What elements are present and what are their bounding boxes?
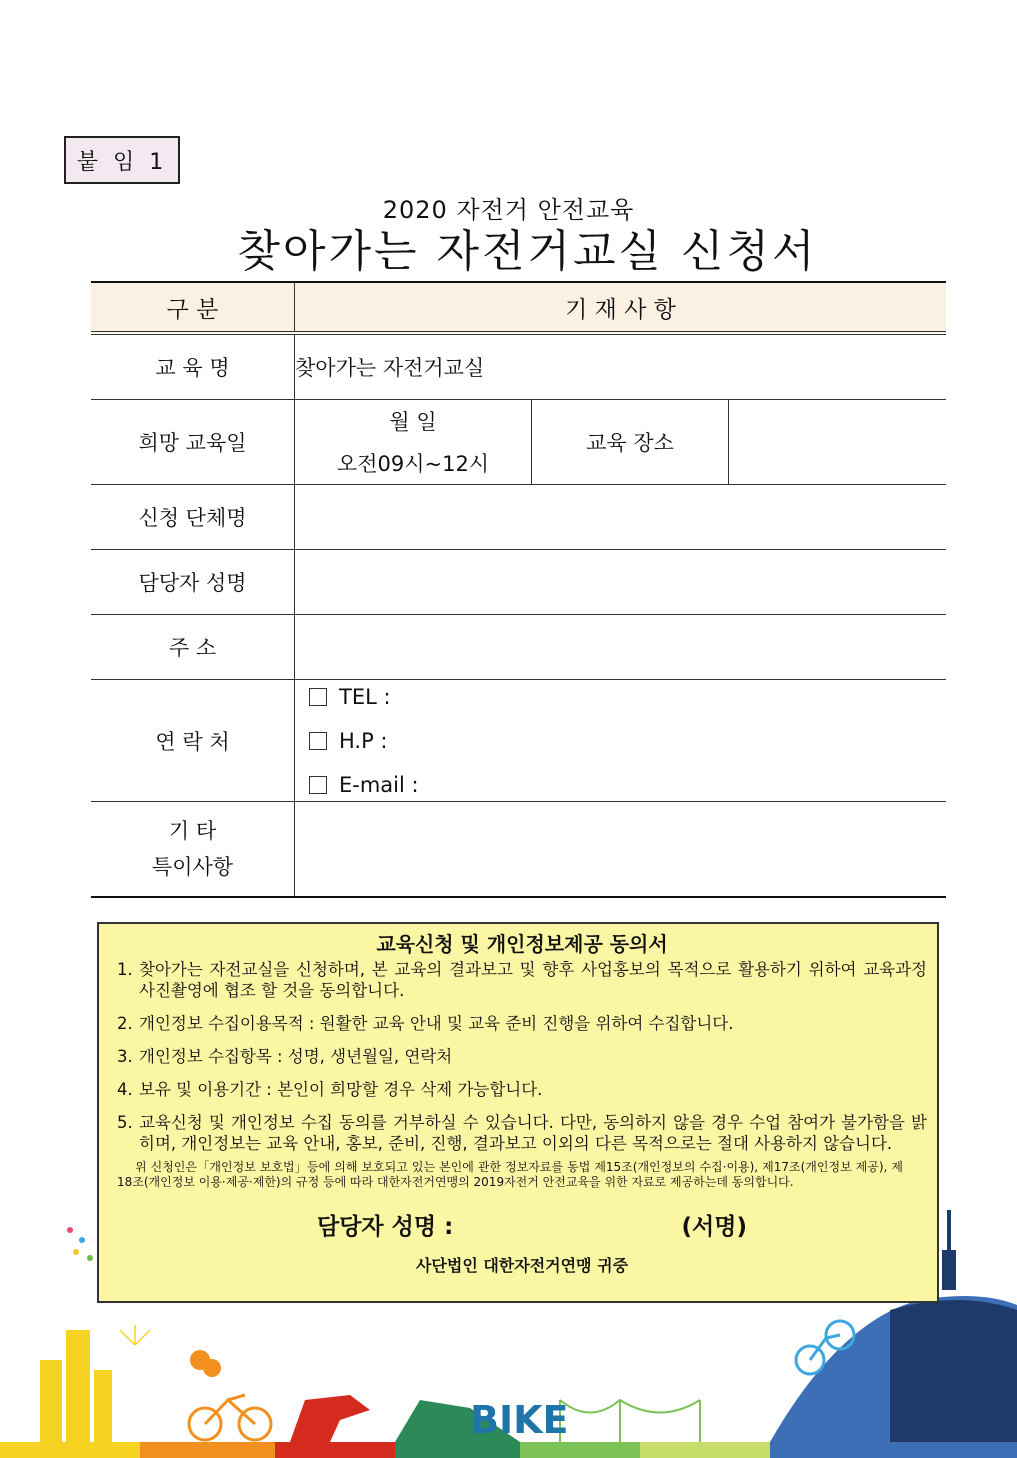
place-input[interactable] [729,400,946,484]
balloon-icon [190,1350,221,1377]
legal-statement: 위 신청인은「개인정보 보호법」등에 의해 보호되고 있는 본인에 관한 정보자료를 동법 제15조(개인정보의 수집·이용), 제17조(개인정보 제공), 제18조(개인정보 이용·제공·제한)의 규정 등에 따라 대한자전거연맹의 2019자전거 안전교육을 위한 자료로 제공하는데 동의합니다. [117,1160,903,1189]
email-line[interactable] [309,773,946,797]
signature-row [317,1208,747,1241]
document-subtitle: 2020 자전거 안전교육 [382,196,635,224]
signer-label: 담당자 성명 : [317,1214,454,1240]
consent-item: 5. 교육신청 및 개인정보 수집 동의를 거부하실 수 있습니다. 다만, 동의하지 않을 경우 수업 참여가 불가함을 밝히며, 개인정보는 교육 안내, 홍보, 준비, 진행, 결과보고 이외의 다른 목적으로는 절대 사용하지 않습니다. [117,1113,927,1153]
contact-label: 연 락 처 [91,680,295,802]
mountain-dark-icon [890,1300,1017,1442]
email-checkbox[interactable] [309,776,327,794]
buildings-icon [40,1330,112,1442]
program-label: 교 육 명 [91,333,295,400]
row-date [91,400,946,485]
tel-checkbox[interactable] [309,688,327,706]
contact-cell [295,680,947,802]
hp-checkbox[interactable] [309,732,327,750]
etc-input[interactable] [295,802,947,898]
bridge-icon [560,1400,700,1442]
consent-item: 2. 개인정보 수집이용목적 : 원활한 교육 안내 및 교육 준비 진행을 위하여 수집합니다. [117,1014,734,1033]
signature-field[interactable]: (서명) [681,1214,747,1240]
address-input[interactable] [295,615,947,680]
consent-list [117,959,927,1154]
row-org [91,485,946,550]
program-value[interactable]: 찾아가는 자전거교실 [295,333,947,400]
firework-icon [120,1325,150,1345]
consent-item: 1. 찾아가는 자전교실을 신청하며, 본 교육의 결과보고 및 향후 사업홍보의 목적으로 활용하기 위하여 교육과정 사진촬영에 협조 할 것을 동의합니다. [117,960,927,1000]
document-title: 찾아가는 자전거교실 신청서 [237,226,818,277]
confetti-icon [67,1227,93,1261]
row-address [91,615,946,680]
manager-input[interactable] [295,550,947,615]
consent-title: 교육신청 및 개인정보제공 동의서 [376,932,668,956]
attachment-label: 붙 임 1 [64,136,180,184]
tower-icon [942,1210,956,1290]
header-category: 구 분 [91,282,295,333]
date-label: 희망 교육일 [91,400,295,485]
date-input-cell[interactable] [295,400,532,484]
place-label: 교육 장소 [532,400,729,484]
month-day-field: 월 일 [389,410,437,434]
header-entry: 기 재 사 항 [295,282,947,333]
manager-label: 담당자 성명 [91,550,295,615]
table-header-row [91,282,946,333]
date-cell [295,400,947,485]
tel-label: TEL : [339,684,391,709]
org-label: 신청 단체명 [91,485,295,550]
hp-label: H.P : [339,728,388,753]
gate-icon [290,1395,370,1442]
consent-item: 4. 보유 및 이용기간 : 본인이 희망할 경우 삭제 가능합니다. [117,1080,543,1099]
bike-logo-text: BIKE [470,1398,569,1442]
row-etc [91,802,946,898]
time-field: 오전09시~12시 [336,452,490,476]
application-form-table [91,281,946,898]
org-input[interactable] [295,485,947,550]
etc-label: 기 타 특이사항 [91,802,295,898]
email-label: E-mail : [339,772,419,797]
row-manager [91,550,946,615]
row-program [91,333,946,400]
row-contact [91,680,946,802]
tel-line[interactable] [309,685,946,709]
bicycle-icon [189,1395,271,1440]
recipient-org: 사단법인 대한자전거연맹 귀중 [415,1256,629,1275]
address-label: 주 소 [91,615,295,680]
consent-box [97,922,939,1303]
consent-item: 3. 개인정보 수집항목 : 성명, 생년월일, 연락처 [117,1047,453,1066]
hp-line[interactable] [309,729,946,753]
